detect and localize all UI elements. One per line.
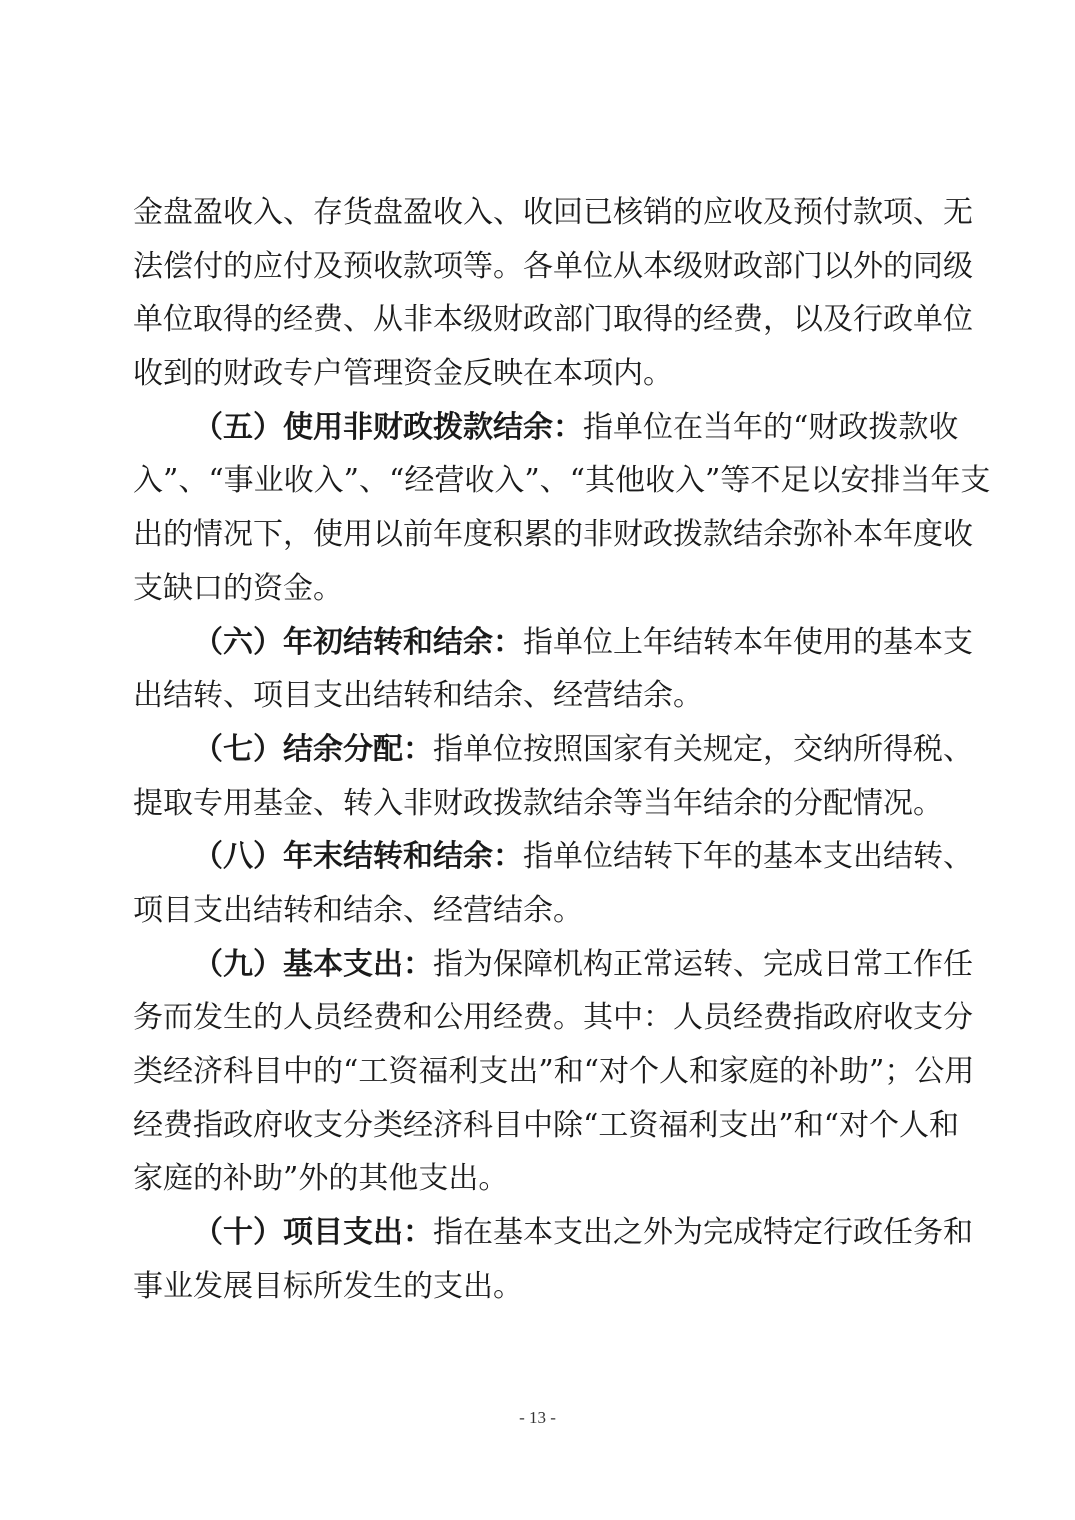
- text-line: [133, 454, 991, 508]
- text-line: [133, 991, 973, 1045]
- text-line: [133, 1152, 944, 1206]
- text-line: [133, 830, 973, 884]
- text-line: [133, 240, 973, 294]
- text-line: [133, 401, 959, 455]
- line-text: 经费指政府收支分类经济科目中除“工资福利支出”和“对个人和: [133, 1107, 960, 1143]
- text-line: [133, 616, 973, 670]
- line-text: 指为保障机构正常运转、完成日常工作任: [433, 946, 973, 982]
- document-body: [133, 186, 991, 1313]
- text-line: [133, 562, 944, 616]
- paragraph: [133, 938, 975, 1206]
- line-text: 法偿付的应付及预收款项等。各单位从本级财政部门以外的同级: [133, 248, 973, 284]
- section-heading: （六）年初结转和结余：: [193, 624, 523, 660]
- paragraph: [133, 830, 973, 937]
- text-line: [133, 508, 973, 562]
- text-line: [133, 777, 944, 831]
- line-text: 出的情况下，使用以前年度积累的非财政拨款结余弥补本年度收: [133, 517, 973, 553]
- page-number: - 13 -: [519, 1408, 556, 1427]
- line-text: 金盘盈收入、存货盘盈收入、收回已核销的应收及预付款项、无: [133, 195, 973, 230]
- line-text: 指在基本支出之外为完成特定行政任务和: [433, 1215, 973, 1251]
- text-line: [133, 669, 944, 723]
- text-line: [133, 293, 973, 347]
- section-heading: （五）使用非财政拨款结余：: [193, 409, 583, 445]
- text-line: [133, 1045, 975, 1099]
- section-heading: （九）基本支出：: [193, 946, 433, 982]
- line-text: 指单位在当年的“财政拨款收: [583, 409, 959, 445]
- line-text: 类经济科目中的“工资福利支出”和“对个人和家庭的补助”；公用: [133, 1054, 975, 1089]
- paragraph: [133, 616, 973, 723]
- text-line: [133, 347, 944, 401]
- section-heading: （十）项目支出：: [193, 1215, 433, 1251]
- line-text: 务而发生的人员经费和公用经费。其中：人员经费指政府收支分: [133, 1000, 973, 1036]
- section-heading: （八）年末结转和结余：: [193, 839, 523, 875]
- line-text: 单位取得的经费、从非本级财政部门取得的经费，以及行政单位: [133, 302, 973, 338]
- line-text: 指单位上年结转本年使用的基本支: [523, 624, 973, 660]
- line-text: 收到的财政专户管理资金反映在本项内。: [133, 356, 673, 392]
- text-line: [133, 938, 973, 992]
- line-text: 指单位结转下年的基本支出结转、: [523, 839, 973, 875]
- line-text: 支缺口的资金。: [133, 570, 343, 606]
- text-line: [133, 723, 973, 777]
- paragraph: [133, 1206, 973, 1313]
- text-line: [133, 1260, 944, 1314]
- text-line: [133, 884, 944, 938]
- line-text: 指单位按照国家有关规定，交纳所得税、: [433, 731, 973, 767]
- line-text: 入”、“事业收入”、“经营收入”、“其他收入”等不足以安排当年支: [133, 463, 991, 499]
- line-text: 出结转、项目支出结转和结余、经营结余。: [133, 678, 703, 714]
- section-heading: （七）结余分配：: [193, 731, 433, 767]
- text-line: [133, 1206, 973, 1260]
- line-text: 提取专用基金、转入非财政拨款结余等当年结余的分配情况。: [133, 785, 943, 821]
- line-text: 事业发展目标所发生的支出。: [133, 1268, 523, 1304]
- line-text: 项目支出结转和结余、经营结余。: [133, 892, 583, 928]
- paragraph: [133, 723, 973, 830]
- paragraph: [133, 186, 973, 401]
- text-line: [133, 186, 973, 240]
- line-text: 家庭的补助”外的其他支出。: [133, 1161, 509, 1197]
- text-line: [133, 1099, 960, 1153]
- paragraph: [133, 401, 991, 616]
